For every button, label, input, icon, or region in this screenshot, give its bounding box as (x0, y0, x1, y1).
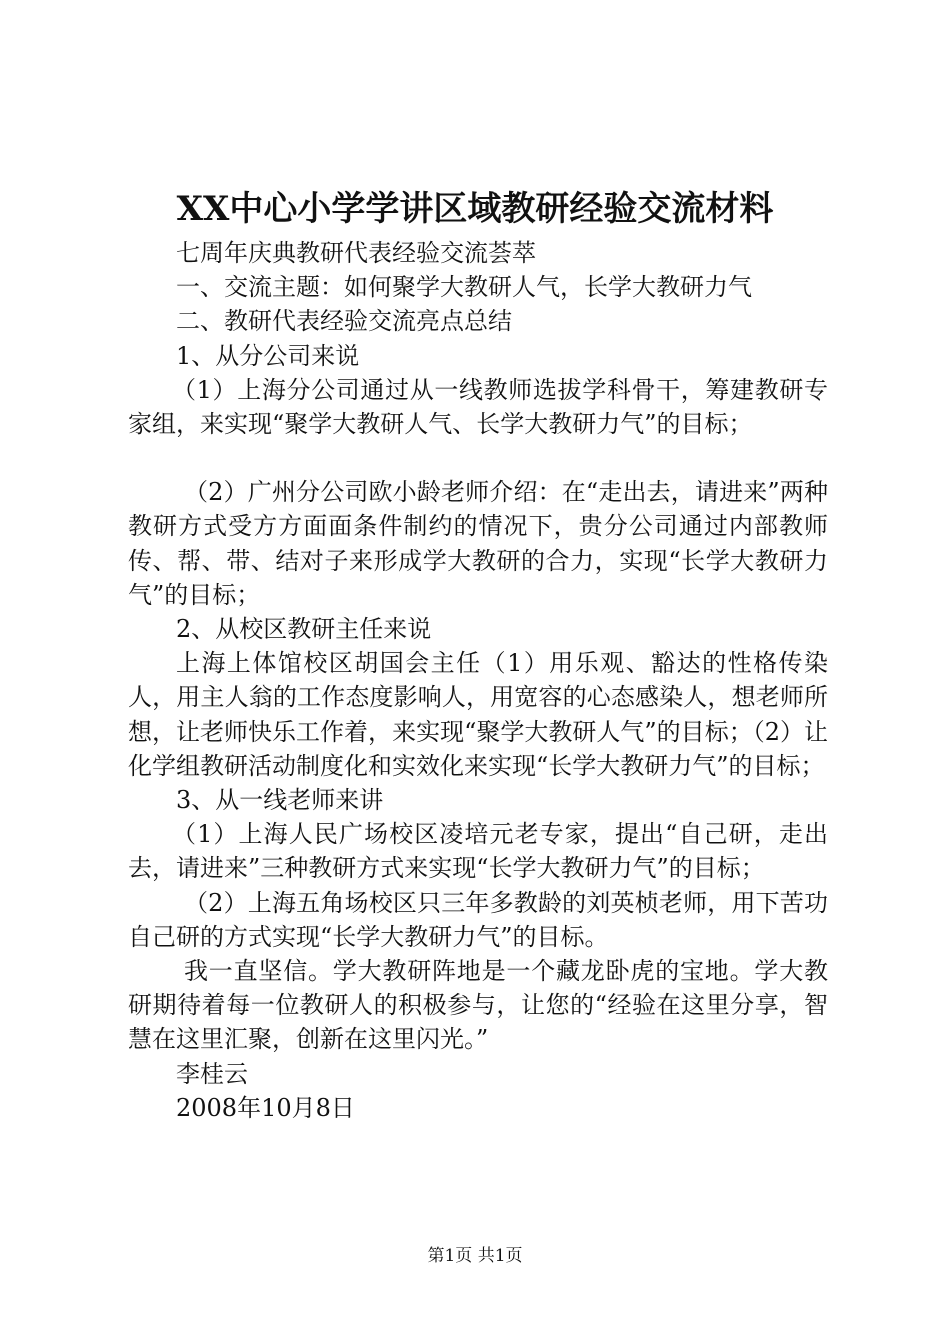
paragraph-closing: 我一直坚信。学大教研阵地是一个藏龙卧虎的宝地。学大教研期待着每一位教研人的积极参与，让您的“经验在这里分享，智慧在这里汇聚，创新在这里闪光。” (128, 957, 828, 1054)
paragraph-teacher-1: （1）上海人民广场校区凌培元老专家，提出“自己研，走出去，请进来”三种教研方式来实现“长学大教研力气”的目标； (128, 820, 828, 883)
paragraph-heading-teacher: 3、从一线老师来讲 (176, 786, 384, 815)
page-number: 第1页 共1页 (427, 1246, 523, 1266)
paragraph-heading-branch: 1、从分公司来说 (176, 341, 360, 370)
paragraph-date: 2008年10月8日 (176, 1093, 355, 1122)
paragraph-spacer (128, 441, 828, 475)
document-body (128, 236, 828, 1125)
paragraph-shanghai-branch: （1）上海分公司通过从一线教师选拔学科骨干，筹建教研专家组，来实现“聚学大教研人气、长学大教研力气”的目标； (128, 375, 828, 439)
paragraph-subtitle: 七周年庆典教研代表经验交流荟萃 (176, 239, 536, 267)
paragraph-teacher-2: （2）上海五角场校区只三年多教龄的刘英桢老师，用下苦功自己研的方式实现“长学大教研力气”的目标。 (128, 888, 828, 951)
paragraph-section-1: 一、交流主题：如何聚学大教研人气，长学大教研力气 (176, 273, 752, 302)
paragraph-section-2: 二、教研代表经验交流亮点总结 (176, 307, 512, 336)
paragraph-campus-director: 上海上体馆校区胡国会主任（1）用乐观、豁达的性格传染人，用主人翁的工作态度影响人，用宽容的心态感染人，想老师所想，让老师快乐工作着，来实现“聚学大教研人气”的目标；（2）让化学组教研活动制度化和实效化来实现“长学大教研力气”的目标； (128, 649, 828, 780)
paragraph-author: 李桂云 (176, 1059, 248, 1088)
paragraph-heading-campus: 2、从校区教研主任来说 (176, 615, 432, 644)
document-title: XX中心小学学讲区域教研经验交流材料 (176, 189, 774, 229)
paragraph-guangzhou-branch: （2）广州分公司欧小龄老师介绍：在“走出去，请进来”两种教研方式受方方面面条件制约的情况下，贵分公司通过内部教师传、帮、带、结对子来形成学大教研的合力，实现“长学大教研力气”的目标； (128, 478, 828, 609)
